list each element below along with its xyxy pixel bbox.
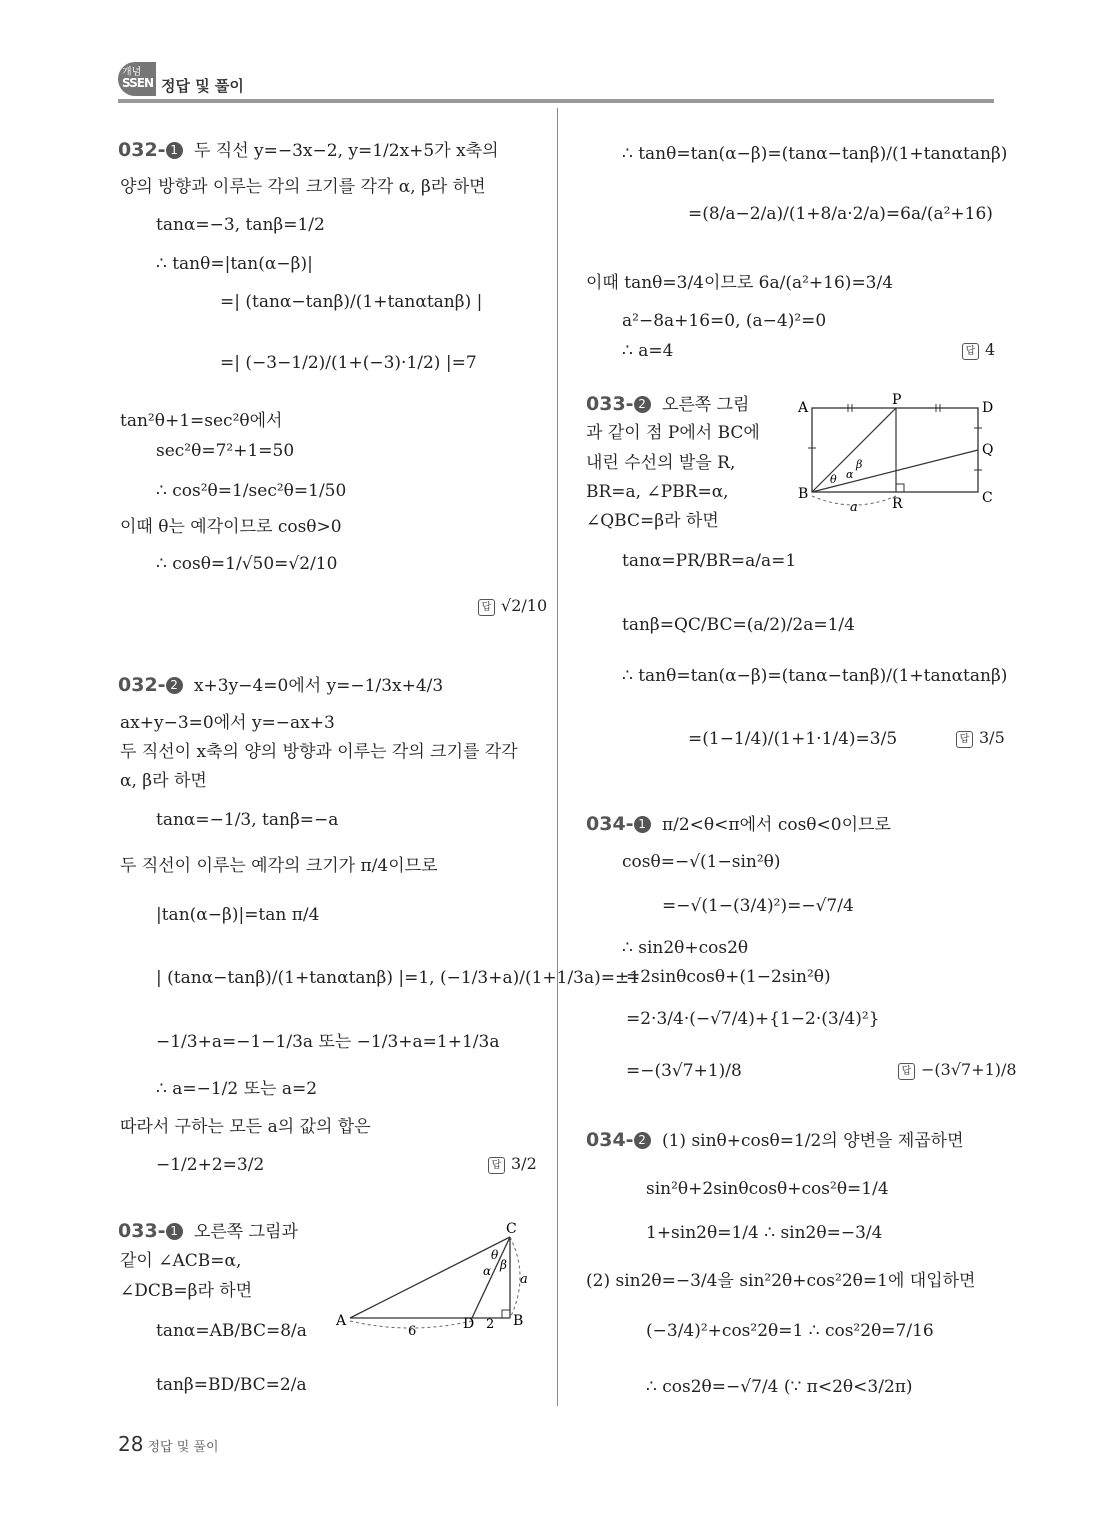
line: sin²θ+2sinθcosθ+cos²θ=1/4 bbox=[646, 1179, 889, 1199]
problem-033-2-title: 033- 2 오른쪽 그림 bbox=[586, 393, 750, 415]
label-A: A bbox=[336, 1313, 347, 1329]
line: ∴ sin2θ+cos2θ bbox=[622, 938, 749, 958]
line: tanα=−1/3, tanβ=−a bbox=[156, 810, 339, 830]
line: ∠DCB=β라 하면 bbox=[120, 1281, 253, 1301]
answer-icon: 답 bbox=[898, 1063, 915, 1080]
line: =| (tanα−tanβ)/(1+tanαtanβ) | bbox=[220, 292, 483, 312]
line: tanα=AB/BC=8/a bbox=[156, 1321, 307, 1341]
label-P: P bbox=[892, 392, 902, 408]
line: 내린 수선의 발을 R, bbox=[586, 453, 736, 473]
label-R: R bbox=[892, 496, 903, 512]
answer-icon: 답 bbox=[478, 599, 495, 616]
number-badge: 2 bbox=[634, 1132, 651, 1149]
label-beta: β bbox=[856, 458, 863, 471]
line: 두 직선이 x축의 양의 방향과 이루는 각의 크기를 각각 bbox=[120, 742, 518, 762]
label-a: a bbox=[520, 1272, 528, 1287]
line: 같이 ∠ACB=α, bbox=[120, 1251, 242, 1271]
line: | (tanα−tanβ)/(1+tanαtanβ) |=1, (−1/3+a)/(1+1/3a)=±1 bbox=[156, 968, 641, 988]
line: (2) sin2θ=−3/4을 sin²2θ+cos²2θ=1에 대입하면 bbox=[586, 1271, 976, 1291]
line: α, β라 하면 bbox=[120, 771, 207, 791]
line: 이때 θ는 예각이므로 cosθ>0 bbox=[120, 517, 342, 537]
line: 1+sin2θ=1/4 ∴ sin2θ=−3/4 bbox=[646, 1223, 883, 1243]
label-a: a bbox=[850, 500, 858, 515]
line: tan²θ+1=sec²θ에서 bbox=[120, 411, 283, 431]
label-alpha: α bbox=[846, 468, 854, 481]
label-theta: θ bbox=[830, 473, 837, 486]
label-C: C bbox=[982, 490, 993, 506]
answer-033-1: 답 4 bbox=[962, 340, 995, 360]
line: ∴ cos²θ=1/sec²θ=1/50 bbox=[156, 481, 347, 501]
number-badge: 2 bbox=[634, 396, 651, 413]
line: a²−8a+16=0, (a−4)²=0 bbox=[622, 311, 827, 331]
number-badge: 1 bbox=[634, 816, 651, 833]
line: =| (−3−1/2)/(1+(−3)·1/2) |=7 bbox=[220, 353, 477, 373]
line: tanβ=BD/BC=2/a bbox=[156, 1375, 307, 1395]
line: tanα=−3, tanβ=1/2 bbox=[156, 215, 325, 235]
line: 과 같이 점 P에서 BC에 bbox=[586, 423, 760, 443]
answer-icon: 답 bbox=[488, 1157, 505, 1174]
line: tanα=PR/BR=a/a=1 bbox=[622, 551, 797, 571]
line: =(8/a−2/a)/(1+8/a·2/a)=6a/(a²+16) bbox=[688, 204, 993, 224]
label-theta: θ bbox=[491, 1248, 499, 1262]
label-two: 2 bbox=[486, 1317, 495, 1332]
label-C: C bbox=[506, 1221, 517, 1237]
line: 이때 tanθ=3/4이므로 6a/(a²+16)=3/4 bbox=[586, 273, 894, 293]
label-A: A bbox=[798, 400, 809, 416]
line: −1/3+a=−1−1/3a 또는 −1/3+a=1+1/3a bbox=[156, 1032, 500, 1052]
line: =−(3√7+1)/8 bbox=[626, 1061, 742, 1081]
label-alpha: α bbox=[483, 1264, 492, 1278]
number-badge: 1 bbox=[166, 1223, 183, 1240]
triangle-figure bbox=[330, 1215, 540, 1345]
brand-logo: 개념 SSEN bbox=[118, 62, 156, 96]
column-divider bbox=[557, 108, 558, 1406]
answer-033-2: 답 3/5 bbox=[956, 728, 1005, 748]
page-footer bbox=[118, 1432, 219, 1456]
footer-text: 정답 및 풀이 bbox=[147, 1440, 219, 1455]
answer-icon: 답 bbox=[962, 343, 979, 360]
line: 양의 방향과 이루는 각의 크기를 각각 α, β라 하면 bbox=[120, 177, 486, 197]
problem-032-2-title: 032- 2 x+3y−4=0에서 y=−1/3x+4/3 bbox=[118, 674, 444, 696]
line: ∴ tanθ=tan(α−β)=(tanα−tanβ)/(1+tanαtanβ) bbox=[622, 144, 1008, 164]
label-six: 6 bbox=[408, 1324, 417, 1339]
answer-032-1: 답 √2/10 bbox=[478, 596, 547, 616]
problem-034-1-title: 034- 1 π/2<θ<π에서 cosθ<0이므로 bbox=[586, 813, 891, 835]
line: sec²θ=7²+1=50 bbox=[156, 441, 295, 461]
rectangle-figure bbox=[790, 390, 1000, 520]
line: BR=a, ∠PBR=α, bbox=[586, 482, 729, 502]
line: 두 직선이 이루는 예각의 크기가 π/4이므로 bbox=[120, 856, 438, 876]
line: |tan(α−β)|=tan π/4 bbox=[156, 905, 320, 925]
label-beta: β bbox=[500, 1258, 507, 1272]
line: =2sinθcosθ+(1−2sin²θ) bbox=[626, 967, 831, 987]
line: ∴ cosθ=1/√50=√2/10 bbox=[156, 554, 338, 574]
line: cosθ=−√(1−sin²θ) bbox=[622, 852, 781, 872]
number-badge: 2 bbox=[166, 677, 183, 694]
header-rule bbox=[118, 99, 994, 103]
line: ax+y−3=0에서 y=−ax+3 bbox=[120, 713, 335, 733]
answer-032-2: 답 3/2 bbox=[488, 1154, 537, 1174]
problem-034-2-title: 034- 2 (1) sinθ+cosθ=1/2의 양변을 제곱하면 bbox=[586, 1129, 964, 1151]
line: =2·3/4·(−√7/4)+{1−2·(3/4)²} bbox=[626, 1009, 880, 1029]
number-badge: 1 bbox=[166, 142, 183, 159]
line: ∠QBC=β라 하면 bbox=[586, 511, 719, 531]
line: =(1−1/4)/(1+1·1/4)=3/5 bbox=[688, 729, 898, 749]
line: ∴ tanθ=|tan(α−β)| bbox=[156, 254, 313, 274]
label-B: B bbox=[798, 486, 809, 502]
line: ∴ a=−1/2 또는 a=2 bbox=[156, 1079, 318, 1099]
header-title: 정답 및 풀이 bbox=[161, 77, 244, 95]
problem-033-1-title: 033- 1 오른쪽 그림과 bbox=[118, 1220, 298, 1242]
line: (−3/4)²+cos²2θ=1 ∴ cos²2θ=7/16 bbox=[646, 1321, 934, 1341]
problem-032-1-title: 032- 1 두 직선 y=−3x−2, y=1/2x+5가 x축의 bbox=[118, 139, 499, 161]
label-Q: Q bbox=[982, 442, 994, 458]
line: ∴ a=4 bbox=[622, 341, 674, 361]
label-D: D bbox=[463, 1316, 475, 1332]
answer-034-1: 답 −(3√7+1)/8 bbox=[898, 1060, 1017, 1080]
line: =−√(1−(3/4)²)=−√7/4 bbox=[662, 896, 854, 916]
line: ∴ cos2θ=−√7/4 (∵ π<2θ<3/2π) bbox=[646, 1377, 913, 1397]
line: 따라서 구하는 모든 a의 값의 합은 bbox=[120, 1117, 371, 1137]
line: tanβ=QC/BC=(a/2)/2a=1/4 bbox=[622, 615, 855, 635]
line: ∴ tanθ=tan(α−β)=(tanα−tanβ)/(1+tanαtanβ) bbox=[622, 666, 1008, 686]
label-B: B bbox=[513, 1313, 524, 1329]
page-number: 28 bbox=[118, 1432, 144, 1456]
label-D: D bbox=[982, 400, 994, 416]
answer-icon: 답 bbox=[956, 731, 973, 748]
line: −1/2+2=3/2 bbox=[156, 1155, 265, 1175]
